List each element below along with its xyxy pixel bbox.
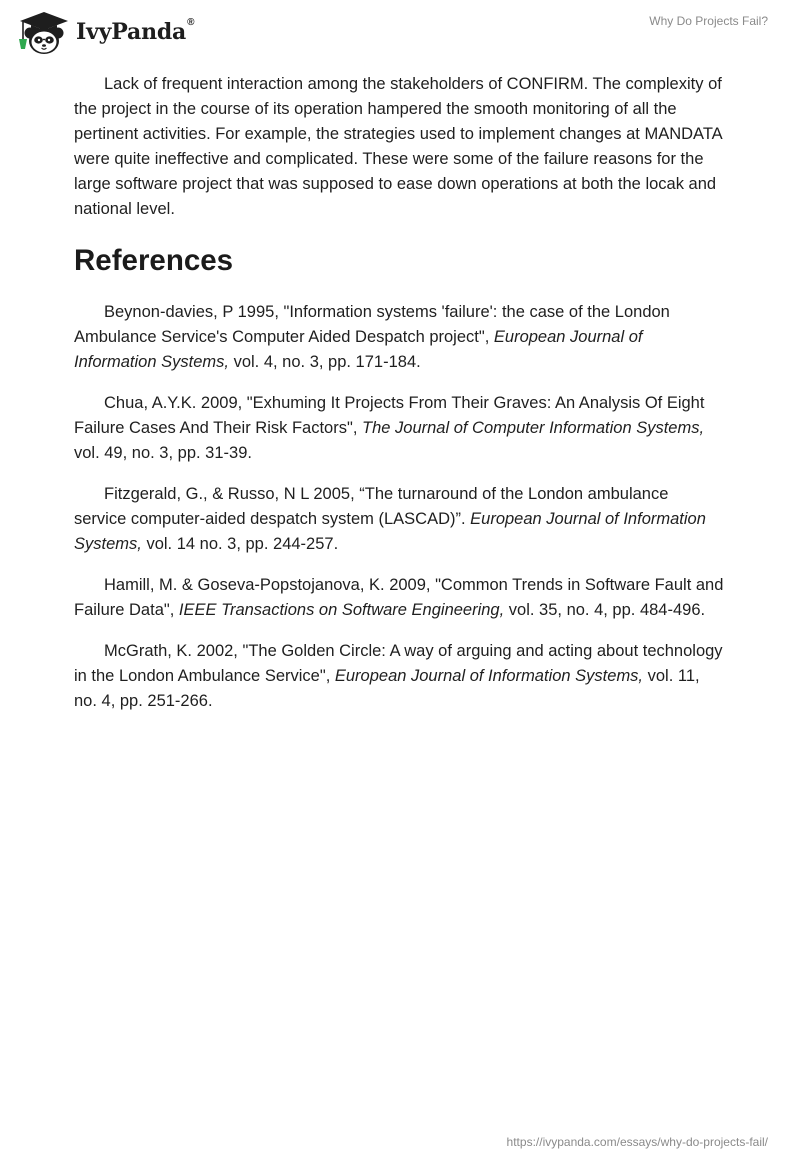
references-heading: References (74, 244, 234, 277)
reference-item: McGrath, K. 2002, "The Golden Circle: A way of arguing and acting about technology in the London Ambulance Service", European Journal of Information Systems, vol. 11, no. 4, pp. 251-266. (74, 642, 723, 710)
brand-logo[interactable] (14, 9, 194, 57)
reference-item: Beynon-davies, P 1995, "Information systems 'failure': the case of the London Ambulance Service's Computer Aided Despatch project", European Journal of Information Systems, vol. 4, no. 3, pp. 171-184. (74, 303, 670, 371)
reference-item: Fitzgerald, G., & Russo, N L 2005, “The turnaround of the London ambulance service computer-aided despatch system (LASCAD)”. European Journal of Information Systems, vol. 14 no. 3, pp. 244-257. (74, 485, 706, 553)
reference-item: Chua, A.Y.K. 2009, "Exhuming It Projects From Their Graves: An Analysis Of Eight Failure Cases And Their Risk Factors", The Journal of Computer Information Systems, vol. 49, no. 3, pp. 31-39. (74, 394, 705, 462)
registered-mark: ® (187, 17, 195, 28)
page-header (0, 0, 800, 64)
reference-journal: IEEE Transactions on Software Engineering, (178, 601, 505, 619)
brand-name: IvyPanda® (76, 17, 195, 45)
reference-journal: European Journal of Information Systems, (74, 328, 643, 371)
running-title: Why Do Projects Fail? (649, 14, 768, 28)
references-list (74, 300, 724, 714)
document-body (74, 72, 724, 730)
reference-journal: European Journal of Information Systems, (334, 667, 644, 685)
intro-paragraph: Lack of frequent interaction among the stakeholders of CONFIRM. The complexity of the project in the course of its operation hampered the smooth monitoring of all the pertinent activities. For example, the strategies used to implement changes at MANDATA were quite ineffective and complicated. These were some of the failure reasons for the large software project that was supposed to ease down operations at both the locak and national level. (74, 75, 722, 218)
reference-journal: European Journal of Information Systems, (74, 510, 706, 553)
panda-graduation-cap-icon (14, 9, 74, 57)
reference-journal: The Journal of Computer Information Systems, (362, 419, 705, 437)
reference-item: Hamill, M. & Goseva-Popstojanova, K. 2009, "Common Trends in Software Fault and Failure Data", IEEE Transactions on Software Engineering, vol. 35, no. 4, pp. 484-496. (74, 576, 724, 619)
source-url[interactable]: https://ivypanda.com/essays/why-do-projects-fail/ (506, 1135, 768, 1149)
